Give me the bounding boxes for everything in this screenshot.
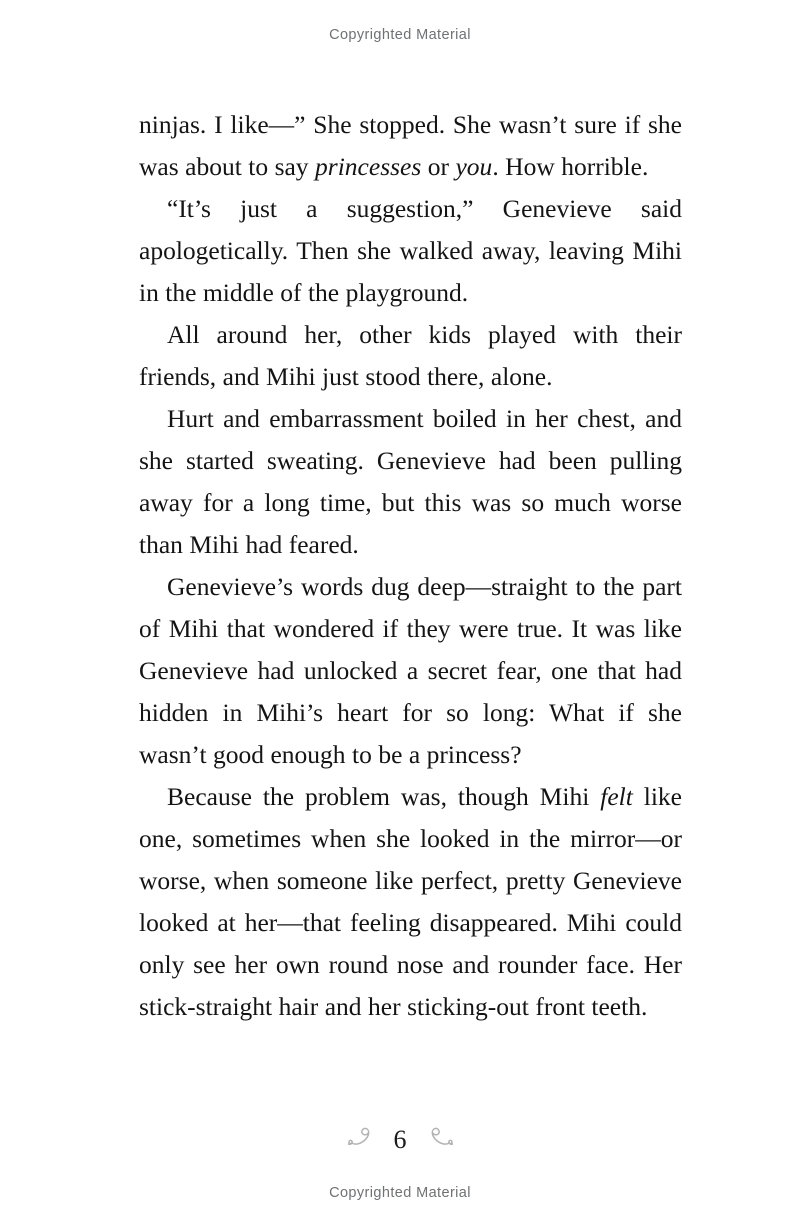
body-text: Genevieve’s words dug deep—straight to the part of Mihi that wondered if they were true. It was like Genevieve had unlocked a secret fear, one that had hidden in Mihi’s heart for so long: What if she wasn’t good enough to be a princess? (139, 572, 682, 769)
body-text: Hurt and embarrassment boiled in her chest, and she started sweating. Genevieve had been pulling away for a long time, but this was so much worse than Mihi had feared. (139, 404, 682, 559)
paragraph (139, 566, 682, 776)
body-text: . How horrible. (492, 152, 649, 181)
paragraph (139, 314, 682, 398)
folio (0, 1124, 800, 1154)
body-text: ninjas. I like—” She stopped. She wasn’t sure if she was about to say (139, 110, 682, 181)
paragraph (139, 104, 682, 188)
body-text: Because the problem was, though Mihi (167, 782, 601, 811)
emphasis-text: you (455, 152, 493, 181)
flourish-swash-icon (348, 1124, 382, 1154)
paragraph (139, 776, 682, 1028)
flourish-swash-icon (419, 1124, 453, 1154)
emphasis-text: felt (600, 782, 633, 811)
paragraph (139, 188, 682, 314)
body-text: like one, sometimes when she looked in the mirror—or worse, when someone like perfect, pretty Genevieve looked at her—that feeling disappeared. Mihi could only see her own round nose and rounder face. Her stick-straight hair and her sticking-out front teeth. (139, 782, 682, 1021)
watermark-top: Copyrighted Material (329, 27, 471, 43)
body-text: or (421, 152, 456, 181)
paragraph (139, 398, 682, 566)
body-text: “It’s just a suggestion,” Genevieve said apologetically. Then she walked away, leaving Mihi in the middle of the playground. (139, 194, 682, 307)
body-text-block (139, 104, 682, 1028)
page-number: 6 (393, 1125, 407, 1154)
watermark-bottom: Copyrighted Material (329, 1185, 471, 1201)
body-text: All around her, other kids played with their friends, and Mihi just stood there, alone. (139, 320, 682, 391)
emphasis-text: princesses (315, 152, 422, 181)
